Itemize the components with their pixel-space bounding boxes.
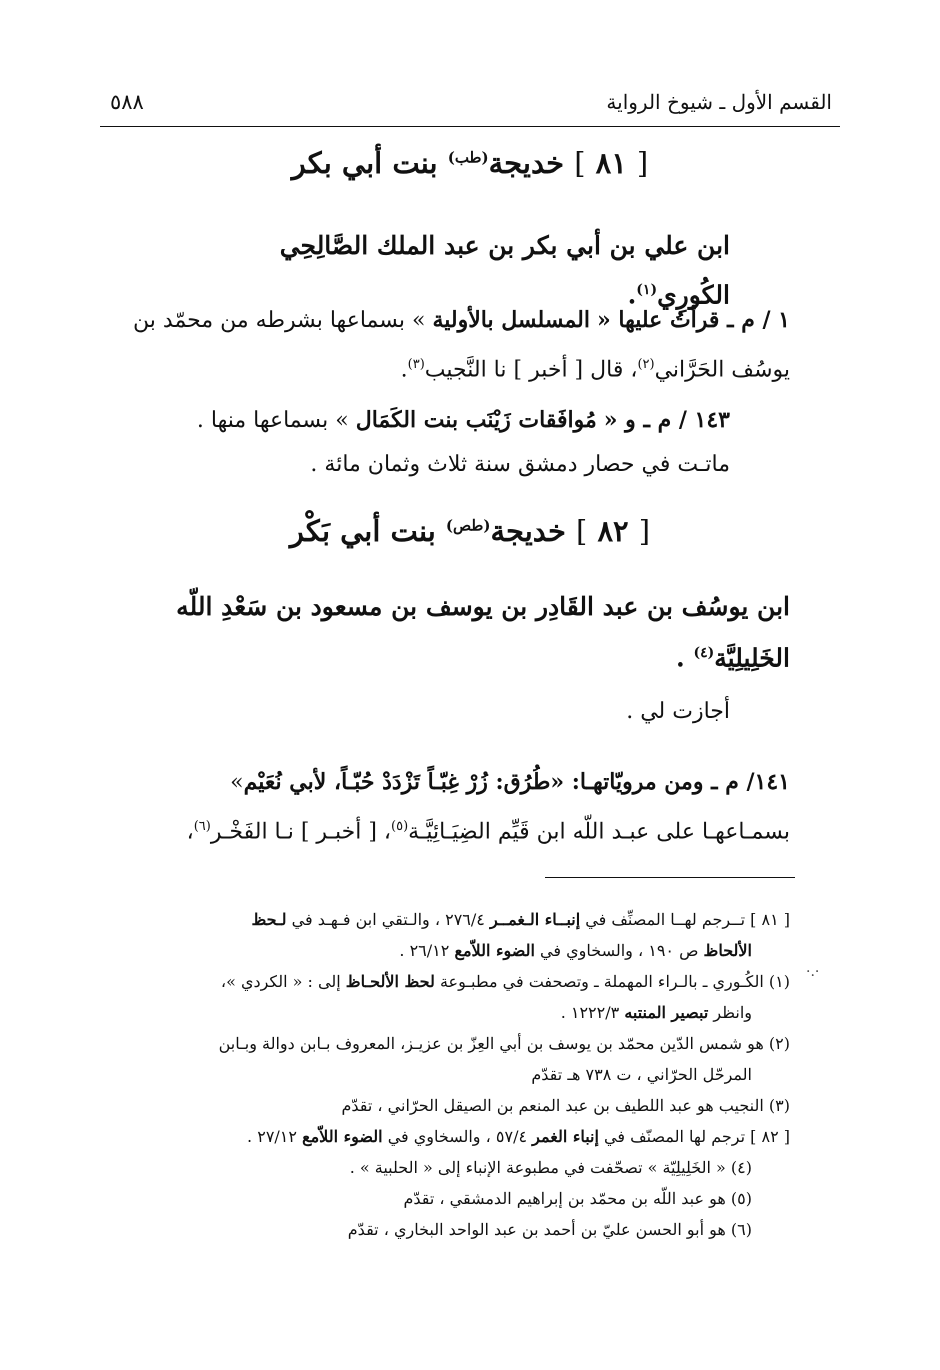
- footnotes: [100, 904, 790, 1245]
- entry-82-lineage: ابن يوسُف بن عبد القَادِر بن يوسف بن مسعود بن سَعْدِ اللّه الخَلِيلِيَّة$^{(٤)}$ .: [176, 592, 790, 673]
- footnote: (٣) النجيب هو عبد اللطيف بن عبد المنعم بن الصيقل الحرّاني ، تقدّم: [341, 1096, 790, 1115]
- footnote: (١) الكُـوري ـ بالـراء المهملة ـ وتصحفت في مطبـوعة لحظ الألحـاظ إلى : « الكردي »، وانظر تبصير المنتبه ١٢٢٢/٣ .: [220, 972, 790, 1022]
- work-title: المسلسل بالأولية: [432, 307, 590, 333]
- margin-mark: ·.·: [806, 964, 820, 980]
- footnote: (٢) هو شمس الدّين محمّد بن يوسف بن أبي العِزّ بن عزيـز، المعروف بـابن دوالة وبـابن المرحّل الحرّاني ، ت ٧٣٨ هـ تقدّم: [218, 1034, 790, 1084]
- entry-81-number: ٨١: [595, 146, 627, 180]
- entry-81-sigla: (طب): [447, 148, 489, 167]
- entry-82-sigla: (طص): [445, 516, 491, 535]
- footnote: [ ٨٢ ] ترجم لها المصنّف في إنباء الغمر ٥٧/٤ ، والسخاوي في الضوء اللاّمع ٢٧/١٢ .: [247, 1127, 790, 1146]
- running-header: [100, 86, 840, 122]
- work-title: مُوافَقات زَيْنَب بنت الكَمَال: [355, 407, 597, 433]
- entry-81-lineage: ابن علي بن أبي بكر بن عبد الملك الصَّالِحِي الكُورِي$^{(١)}$.: [279, 231, 730, 310]
- entry-82-heading: [ ٨٢ ] خديجة$^{(طص)}$ بنت أبي بَكْر: [289, 514, 651, 548]
- entry-82-item-1: ١٤١/ م ـ ومن مرويّاتهـا: «طُرُق: زُرْ غِبّـاً تَزْدَدْ حُبّـاً، لأبي نُعَيْم» بسمـاعهـا على عبـد اللّه ابن قَيِّم الضِيَـائِيَّـة$^{(٥)}$، [ أخبـر ] نـا الفَخْـر$^{(٦)}$،: [186, 769, 790, 845]
- entry-81-heading: [ ٨١ ] خديجة$^{(طب)}$ بنت أبي بكر: [291, 146, 649, 180]
- death-note: ماتـت في حصار دمشق سنة ثلاث وثمان مائة .: [310, 452, 730, 477]
- entry-81-item-1: ١ / م ـ قرأتُ عليها « المسلسل بالأولية » بسماعها بشرطه من محمّد بن يوسُف الحَرَّاني$^{(٢)}$، قال [ أخبر ] نا النَّجيب$^{(٣)}$.: [133, 307, 790, 383]
- entry-82-name: خديجة: [490, 514, 566, 548]
- header-rule: [100, 126, 840, 127]
- work-title: طُرُق: زُرْ غِبّـاً تَزْدَدْ حُبّـاً، لأبي نُعَيْم: [243, 769, 551, 795]
- footnote: (٦) هو أبو الحسن عليّ بن أحمد بن عبد الواحد البخاري ، تقدّم: [347, 1220, 752, 1239]
- footnote: [ ٨١ ] تــرجم لهــا المصنِّف في إنبــاء الـغمــر ٢٧٦/٤ ، والـتقي ابن فـهـد في لـحظ الألحاظ ص ١٩٠ ، والسخاوي في الضوء اللاّمع ٢٦/١٢ .: [251, 910, 790, 960]
- footnote: (٥) هو عبد اللّه بن محمّد بن إبراهيم الدمشقي ، تقدّم: [403, 1189, 752, 1208]
- section-title: القسم الأول ـ شيوخ الرواية: [606, 90, 832, 114]
- entry-81-item-2: ١٤٣ / م ـ و « مُوافَقات زَيْنَب بنت الكَمَال » بسماعها منها . ماتـت في حصار دمشق سنة ثلاث وثمان مائة .: [196, 407, 730, 477]
- entry-82-number: ٨٢: [597, 514, 629, 548]
- footnote-rule: [545, 877, 795, 878]
- page-number: ٥٨٨: [110, 90, 144, 114]
- footnote: (٤) « الخَلِيلِيّة » تصحّفت في مطبوعة الإنباء إلى « الحلبية » .: [349, 1158, 752, 1177]
- entry-82-ijaza: أجازت لي .: [626, 699, 730, 724]
- entry-81-name: خديجة: [488, 146, 565, 180]
